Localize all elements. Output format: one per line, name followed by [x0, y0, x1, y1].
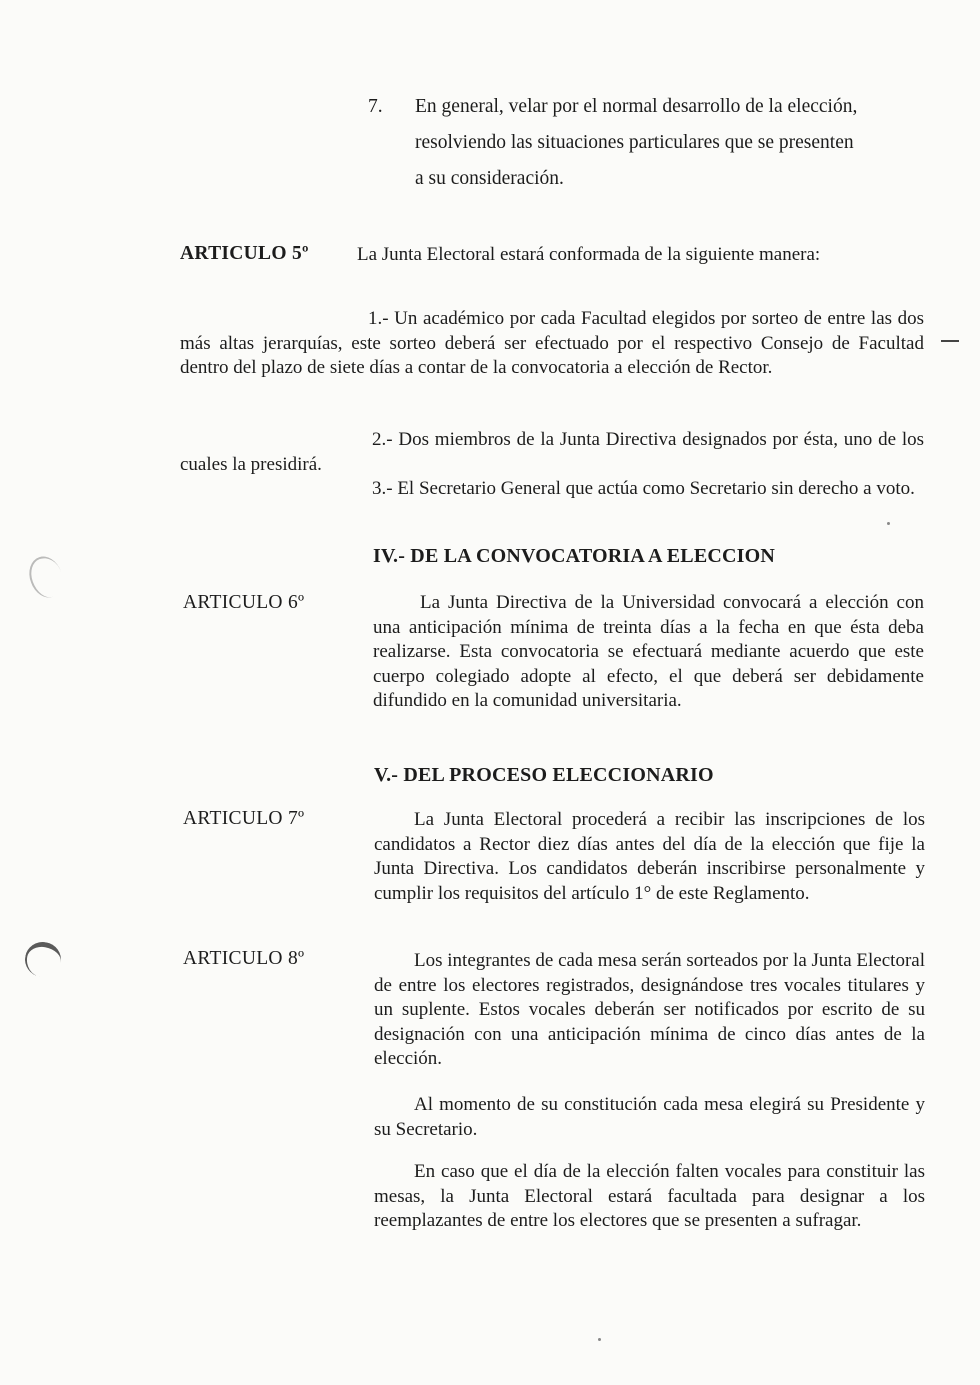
item-7-line: a su consideración.: [415, 168, 564, 189]
article-7-label: ARTICULO 7º: [183, 808, 305, 829]
scan-mark: [22, 939, 64, 980]
article-6-text: La Junta Directiva de la Universidad convocará a elección con una anticipación mínima de treinta días a la fecha en que ésta deba realizarse. Esta convocatoria se efectuará mediante acuerdo que este cuerpo colegiado adopte al efecto, el que deberá ser debidamente difundido en la comunidad universitaria.: [373, 592, 924, 711]
section-title: V.- DEL PROCESO ELECCIONARIO: [374, 764, 714, 786]
scan-dot: [598, 1338, 601, 1341]
article-8-paragraph: Al momento de su constitución cada mesa elegirá su Presidente y su Secretario.: [374, 1094, 925, 1140]
article-5-point-1: 1.- Un académico por cada Facultad elegidos por sorteo de entre las dos más altas jerarquías, este sorteo deberá ser efectuado por el respectivo Consejo de Facultad dentro del plazo de siete días a contar de la convocatoria a elección de Rector.: [180, 308, 924, 378]
article-5-point-2: 2.- Dos miembros de la Junta Directiva designados por ésta, uno de los cuales la presidirá.: [180, 429, 924, 475]
article-6-label: ARTICULO 6º: [183, 592, 305, 613]
article-5-point-3: 3.- El Secretario General que actúa como Secretario sin derecho a voto.: [372, 478, 915, 499]
article-5-label: ARTICULO 5º: [180, 243, 309, 264]
article-8-paragraph: Los integrantes de cada mesa serán sorteados por la Junta Electoral de entre los electores registrados, designándose tres vocales titulares y un suplente. Estos vocales deberán ser notificados por escrito de su designación con una anticipación mínima de cinco días antes de la elección.: [374, 950, 925, 1069]
item-7-line: En general, velar por el normal desarrollo de la elección,: [415, 96, 858, 117]
item-7-number: 7.: [368, 96, 383, 117]
section-title: IV.- DE LA CONVOCATORIA A ELECCION: [373, 545, 776, 567]
article-8-label: ARTICULO 8º: [183, 948, 305, 969]
article-8-paragraph: En caso que el día de la elección falten vocales para constituir las mesas, la Junta Electoral estará facultada para designar a los reemplazantes de entre los electores que se presenten a sufragar.: [374, 1161, 925, 1231]
article-5-intro: La Junta Electoral estará conformada de la siguiente manera:: [357, 244, 821, 265]
scan-mark: [24, 552, 68, 602]
scan-dot: [887, 522, 890, 525]
margin-dash: [941, 340, 959, 342]
article-7-text: La Junta Electoral procederá a recibir las inscripciones de los candidatos a Rector diez días antes del día de la elección que fije la Junta Directiva. Los candidatos deberán inscribirse personalmente y cumplir los requisitos del artículo 1° de este Reglamento.: [374, 809, 925, 904]
item-7-line: resolviendo las situaciones particulares que se presenten: [415, 132, 854, 153]
item-7-text: [415, 89, 935, 197]
